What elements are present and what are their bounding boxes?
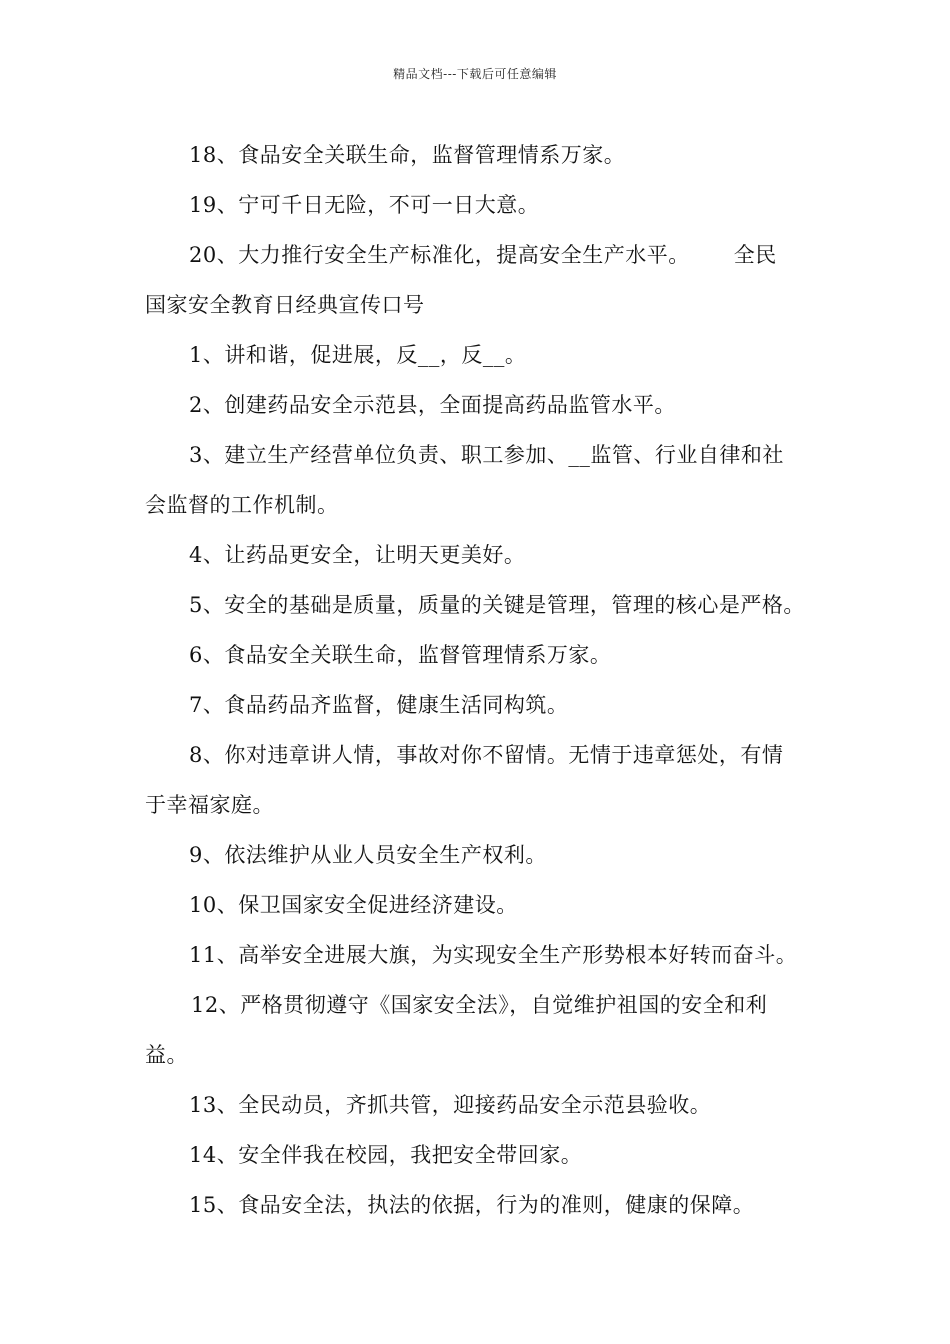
paragraph-line: 9、依法维护从业人员安全生产权利。 bbox=[189, 843, 547, 867]
paragraph-line: 19、宁可千日无险，不可一日大意。 bbox=[189, 193, 540, 217]
paragraph-line bbox=[145, 230, 835, 280]
paragraph-line: 6、食品安全关联生命，监督管理情系万家。 bbox=[189, 643, 612, 667]
paragraph-line: 3、建立生产经营单位负责、职工参加、__监管、行业自律和社 bbox=[189, 443, 784, 467]
paragraph-line: 1、讲和谐，促进展，反__，反__。 bbox=[189, 343, 527, 367]
section-heading-start: 全民 bbox=[733, 243, 777, 267]
paragraph-line: 15、食品安全法，执法的依据，行为的准则，健康的保障。 bbox=[189, 1193, 755, 1217]
paragraph-line: 5、安全的基础是质量，质量的关键是管理，管理的核心是严格。 bbox=[189, 593, 805, 617]
paragraph-line: 14、安全伴我在校园，我把安全带回家。 bbox=[189, 1143, 583, 1167]
paragraph-line: 7、食品药品齐监督，健康生活同构筑。 bbox=[189, 693, 569, 717]
paragraph-line: 13、全民动员，齐抓共管，迎接药品安全示范县验收。 bbox=[189, 1093, 712, 1117]
paragraph-line: 2、创建药品安全示范县，全面提高药品监管水平。 bbox=[189, 393, 676, 417]
paragraph-line: 11、高举安全进展大旗，为实现安全生产形势根本好转而奋斗。 bbox=[189, 943, 798, 967]
paragraph-line-continued: 会监督的工作机制。 bbox=[145, 493, 339, 517]
paragraph-line: 12、严格贯彻遵守《国家安全法》，自觉维护祖国的安全和利 bbox=[191, 993, 768, 1017]
paragraph-line: 10、保卫国家安全促进经济建设。 bbox=[189, 893, 518, 917]
paragraph-text: 20、大力推行安全生产标准化，提高安全生产水平。 bbox=[189, 243, 690, 267]
paragraph-line: 18、食品安全关联生命，监督管理情系万家。 bbox=[189, 143, 626, 167]
paragraph-line-continued: 益。 bbox=[145, 1043, 188, 1067]
section-heading: 国家安全教育日经典宣传口号 bbox=[145, 293, 425, 317]
paragraph-line-continued: 于幸福家庭。 bbox=[145, 793, 274, 817]
paragraph-line: 4、让药品更安全，让明天更美好。 bbox=[189, 543, 526, 567]
paragraph-line: 8、你对违章讲人情，事故对你不留情。无情于违章惩处，有情 bbox=[189, 743, 784, 767]
document-body bbox=[145, 130, 835, 1230]
page-header: 精品文档---下载后可任意编辑 bbox=[393, 67, 557, 81]
